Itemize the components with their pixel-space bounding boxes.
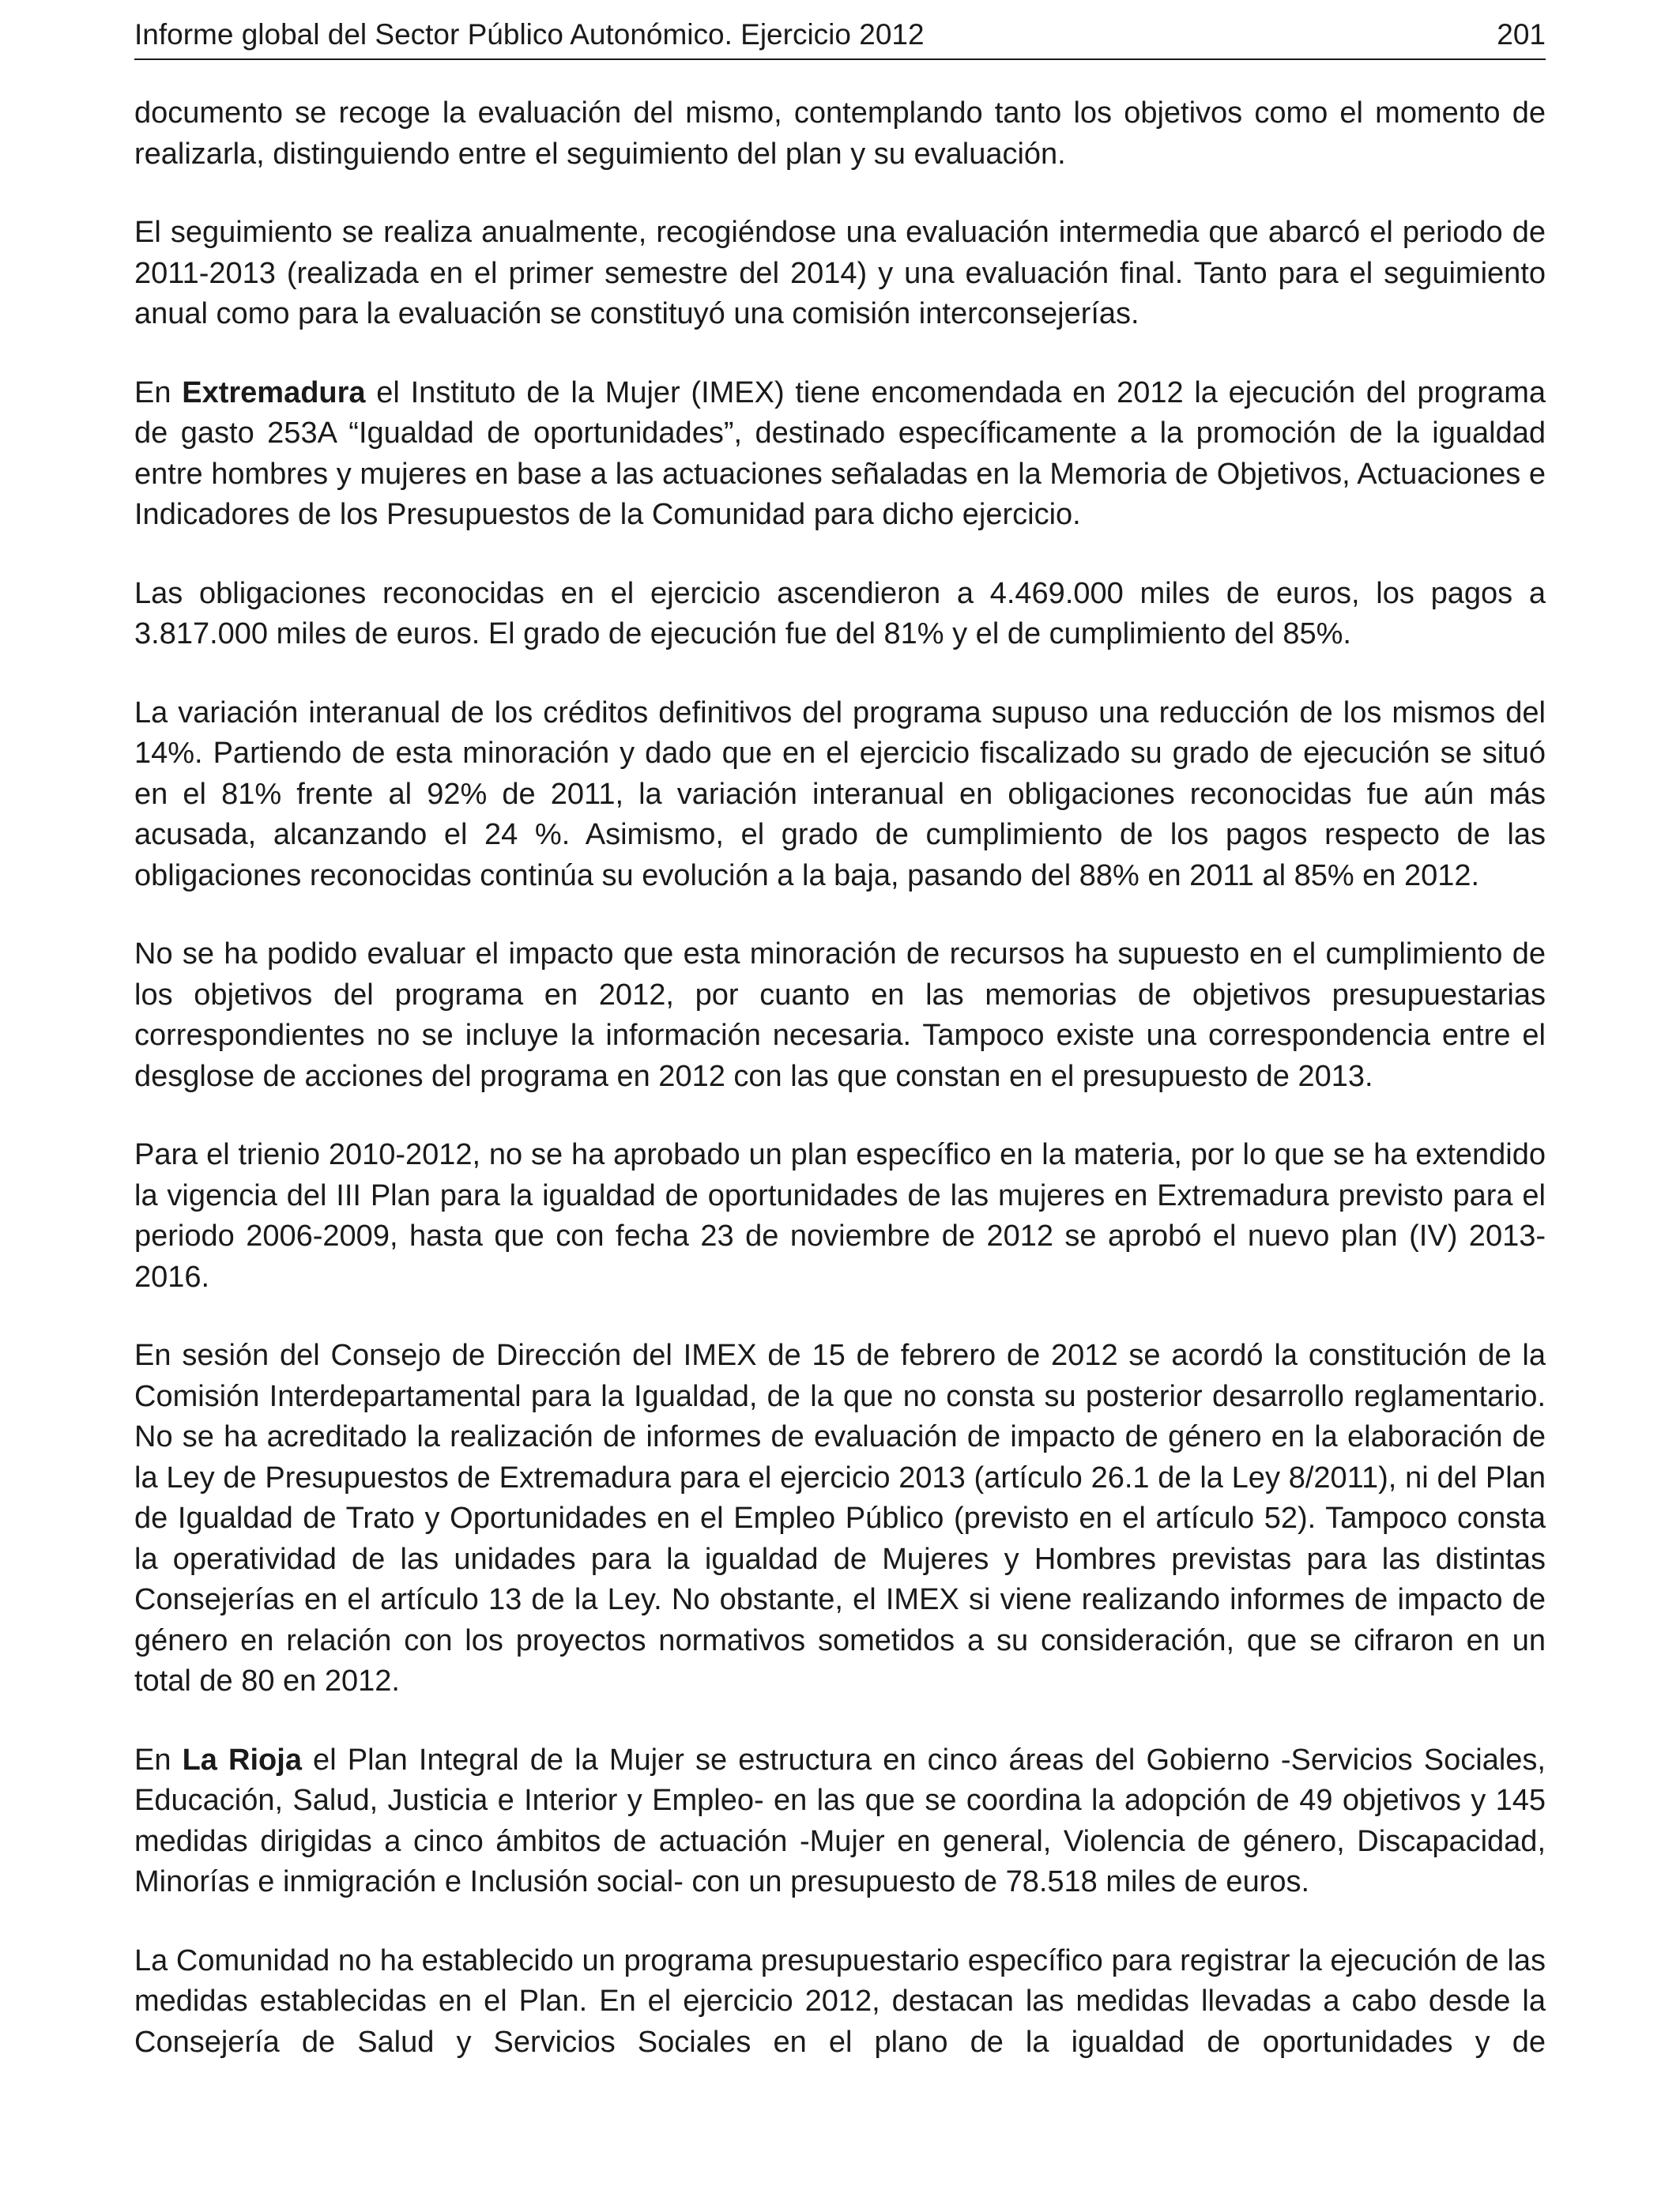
paragraph-text: Para el trienio 2010-2012, no se ha aprobado un plan específico en la materia, por lo que se ha extendido la vigencia del III Plan para la igualdad de oportunidades de las mujeres en Extremadura previsto para el periodo 2006-2009, hasta que con fecha 23 de noviembre de 2012 se aprobó el nuevo plan (IV) 2013- 2016. [134, 1138, 1546, 1294]
paragraph-text: No se ha podido evaluar el impacto que esta minoración de recursos ha supuesto en el cumplimiento de los objetivos del programa en 2012, por cuanto en las memorias de objetivos presupuestarias correspondientes no se incluye la información necesaria. Tampoco existe una correspondencia entre el desglose de acciones del programa en 2012 con las que constan en el presupuesto de 2013. [134, 937, 1546, 1093]
paragraph [134, 1135, 1546, 1298]
paragraph-text: el Instituto de la Mujer (IMEX) tiene encomendada en 2012 la ejecución del programa de gasto 253A “Igualdad de oportunidades”, destinado específicamente a la promoción de la igualdad entre hombres y mujeres en base a las actuaciones señaladas en la Memoria de Objetivos, Actuaciones e Indicadores de los Presupuestos de la Comunidad para dicho ejercicio. [134, 375, 1546, 531]
paragraph [134, 934, 1546, 1097]
running-header [134, 11, 1546, 60]
paragraph [134, 213, 1546, 335]
paragraph-text: documento se recoge la evaluación del mismo, contemplando tanto los objetivos como el momento de realizarla, distinguiendo entre el seguimiento del plan y su evaluación. [134, 96, 1546, 171]
paragraph-text: el Plan Integral de la Mujer se estructura en cinco áreas del Gobierno -Servicios Sociales, Educación, Salud, Justicia e Interior y Empleo- en las que se coordina la adopción de 49 objetivos y 145 medidas dirigidas a cinco ámbitos de actuación -Mujer en general, Violencia de género, Discapacidad, Minorías e inmigración e Inclusión social- con un presupuesto de 78.518 miles de euros. [134, 1743, 1546, 1898]
paragraph-lead: En [134, 1743, 183, 1777]
region-name-extremadura: Extremadura [182, 375, 366, 409]
paragraph-text: La Comunidad no ha establecido un programa presupuestario específico para registrar la ejecución de las medidas establecidas en el Plan. En el ejercicio 2012, destacan las medidas llevadas a cabo desde la Consejería de Salud y Servicios Sociales en el plano de la igualdad de oportunidades y de [134, 1943, 1546, 2059]
paragraph [134, 574, 1546, 655]
region-name-la-rioja: La Rioja [182, 1743, 302, 1777]
body-text [134, 93, 1546, 2101]
paragraph [134, 693, 1546, 897]
paragraph-extremadura [134, 373, 1546, 536]
paragraph-text: En sesión del Consejo de Dirección del IMEX de 15 de febrero de 2012 se acordó la constitución de la Comisión Interdepartamental para la Igualdad, de la que no consta su posterior desarrollo reglamentario. No se ha acreditado la realización de informes de evaluación de impacto de género en la elaboración de la Ley de Presupuestos de Extremadura para el ejercicio 2013 (artículo 26.1 de la Ley 8/2011), ni del Plan de Igualdad de Trato y Oportunidades en el Empleo Público (previsto en el artículo 52). Tampoco consta la operatividad de las unidades para la igualdad de Mujeres y Hombres previstas para las distintas Consejerías en el artículo 13 de la Ley. No obstante, el IMEX si viene realizando informes de impacto de género en relación con los proyectos normativos sometidos a su consideración, que se cifraron en un total de 80 en 2012. [134, 1339, 1546, 1698]
paragraph-lead: En [134, 375, 183, 409]
paragraph-text: El seguimiento se realiza anualmente, recogiéndose una evaluación intermedia que abarcó el periodo de 2011-2013 (realizada en el primer semestre del 2014) y una evaluación final. Tanto para el seguimiento anual como para la evaluación se constituyó una comisión interconsejerías. [134, 216, 1546, 330]
paragraph-text: La variación interanual de los créditos definitivos del programa supuso una reducción de los mismos del 14%. Partiendo de esta minoración y dado que en el ejercicio fiscalizado su grado de ejecución se situó en el 81% frente al 92% de 2011, la variación interanual en obligaciones reconocidas fue aún más acusada, alcanzando el 24 %. Asimismo, el grado de cumplimiento de los pagos respecto de las obligaciones reconocidas continúa su evolución a la baja, pasando del 88% en 2011 al 85% en 2012. [134, 696, 1546, 892]
page-number: 201 [1497, 18, 1546, 51]
paragraph [134, 1941, 1546, 2064]
paragraph-text: Las obligaciones reconocidas en el ejercicio ascendieron a 4.469.000 miles de euros, los pagos a 3.817.000 miles de euros. El grado de ejecución fue del 81% y el de cumplimiento del 85%. [134, 576, 1546, 650]
paragraph-la-rioja [134, 1740, 1546, 1903]
header-title: Informe global del Sector Público Autonómico. Ejercicio 2012 [134, 18, 925, 51]
paragraph [134, 1336, 1546, 1702]
paragraph [134, 93, 1546, 175]
